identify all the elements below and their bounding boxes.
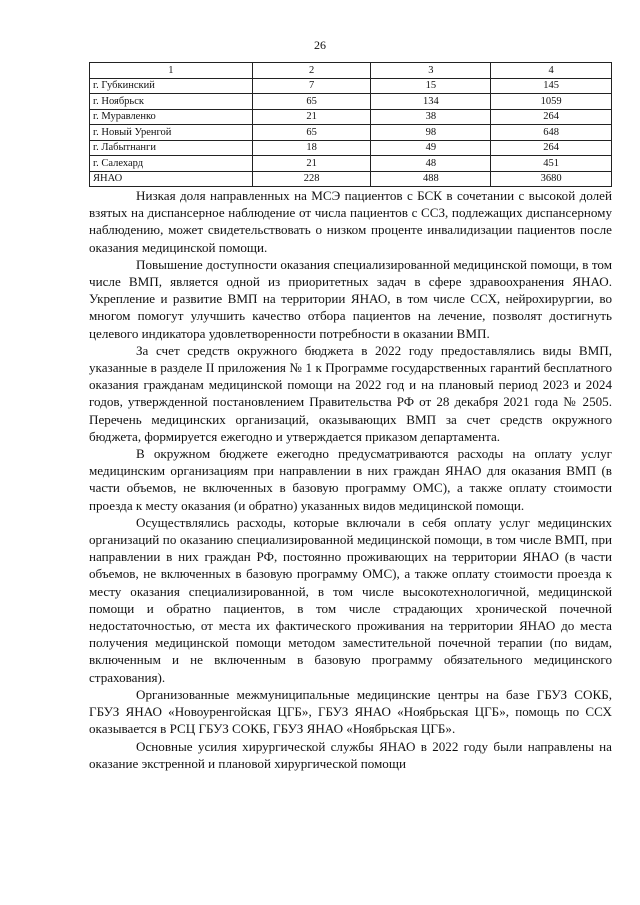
table-row — [90, 78, 612, 94]
table-header-cell: 1 — [90, 63, 253, 79]
paragraph: Осуществлялись расходы, которые включали в себя оплату услуг медицинских организаций по оказанию специализированной медицинской помощи, в том числе ВМП, при направлении в них граждан РФ, постоянно проживающих на территории ЯНАО (в части объемов, не включенных в базовую программу ОМС), а также оплату стоимости проезда к месту оказания специализированной, в том числе высокотехнологичной, медицинской помощи и обратно пациентов, в том числе страдающих хронической почечной недостаточностью, от места их фактического проживания на территории ЯНАО до места получения медицинской помощи методом заместительной почечной терапии (по видам, включенным и не включенным в базовую программу обязательного медицинского страхования). — [89, 514, 612, 685]
table-cell: 145 — [491, 78, 612, 94]
table-cell: 98 — [371, 125, 491, 141]
table-header-cell: 4 — [491, 63, 612, 79]
table-cell: 49 — [371, 140, 491, 156]
table-row — [90, 109, 612, 125]
paragraph: Повышение доступности оказания специализированной медицинской помощи, в том числе ВМП, является одной из приоритетных задач в сфере здравоохранения ЯНАО. Укрепление и развитие ВМП на территории ЯНАО, в том числе ССХ, нейрохирургии, во многом помогут улучшить качество отбора пациентов на лечение, позволят достигнуть целевого индикатора удовлетворенности потребности в оказании ВМП. — [89, 256, 612, 341]
table-cell: 228 — [252, 171, 371, 187]
table-row-total — [90, 171, 612, 187]
paragraph: В окружном бюджете ежегодно предусматриваются расходы на оплату услуг медицинским организациям при направлении в них граждан ЯНАО для оказания ВМП (в части объемов, не включенных в базовую программу ОМС), а также оплату стоимости проезда к месту оказания (и обратно) указанных видов медицинской помощи. — [89, 446, 612, 513]
table-header-cell: 3 — [371, 63, 491, 79]
table-cell: 264 — [491, 109, 612, 125]
table-row — [90, 140, 612, 156]
statistics-table — [89, 62, 612, 187]
table-cell: 488 — [371, 171, 491, 187]
paragraph: Низкая доля направленных на МСЭ пациентов с БСК в сочетании с высокой долей взятых на диспансерное наблюдение от числа пациентов с ССЗ, подлежащих диспансерному наблюдению, может свидетельствовать о низком проценте инвалидизации пациентов после оказания медицинской помощи. — [89, 188, 612, 255]
table-cell: 48 — [371, 156, 491, 172]
table-cell-territory: г. Новый Уренгой — [90, 125, 253, 141]
table-cell-territory: г. Губкинский — [90, 78, 253, 94]
table-cell-territory: г. Салехард — [90, 156, 253, 172]
table-cell: 65 — [252, 125, 371, 141]
table-cell: 648 — [491, 125, 612, 141]
table-header-cell: 2 — [252, 63, 371, 79]
table-row — [90, 94, 612, 110]
table-cell: 15 — [371, 78, 491, 94]
table-cell: 65 — [252, 94, 371, 110]
page-number: 26 — [314, 38, 326, 52]
table-cell: 18 — [252, 140, 371, 156]
table-row — [90, 125, 612, 141]
table-header-row — [90, 63, 612, 79]
table-row — [90, 156, 612, 172]
paragraph: Основные усилия хирургической службы ЯНАО в 2022 году были направлены на оказание экстренной и плановой хирургической помощи — [89, 738, 612, 771]
table-cell: 134 — [371, 94, 491, 110]
paragraph: Организованные межмуниципальные медицинские центры на базе ГБУЗ СОКБ, ГБУЗ ЯНАО «Новоуренгойская ЦГБ», ГБУЗ ЯНАО «Ноябрьская ЦГБ», помощь по ССХ оказывается в РСЦ ГБУЗ СОКБ, ГБУЗ ЯНАО «Ноябрьская ЦГБ». — [89, 686, 612, 737]
paragraph: За счет средств окружного бюджета в 2022 году предоставлялись виды ВМП, указанные в разделе II приложения № 1 к Программе государственных гарантий бесплатного оказания гражданам медицинской помощи на 2022 год и на плановый период 2023 и 2024 годов, утвержденной постановлением Правительства РФ от 28 декабря 2021 года № 2505. Перечень медицинских организаций, оказывающих ВМП за счет средств окружного бюджета, формируется ежегодно и утверждается приказом департамента. — [89, 342, 612, 444]
table-cell: 7 — [252, 78, 371, 94]
table-cell: 451 — [491, 156, 612, 172]
table-cell-territory: ЯНАО — [90, 171, 253, 187]
table-cell: 21 — [252, 156, 371, 172]
table-cell-territory: г. Лабытнанги — [90, 140, 253, 156]
body-text — [89, 187, 612, 772]
table-cell: 1059 — [491, 94, 612, 110]
table-cell: 264 — [491, 140, 612, 156]
table-cell: 3680 — [491, 171, 612, 187]
table-cell: 38 — [371, 109, 491, 125]
table-cell-territory: г. Ноябрьск — [90, 94, 253, 110]
table-cell: 21 — [252, 109, 371, 125]
table-cell-territory: г. Муравленко — [90, 109, 253, 125]
